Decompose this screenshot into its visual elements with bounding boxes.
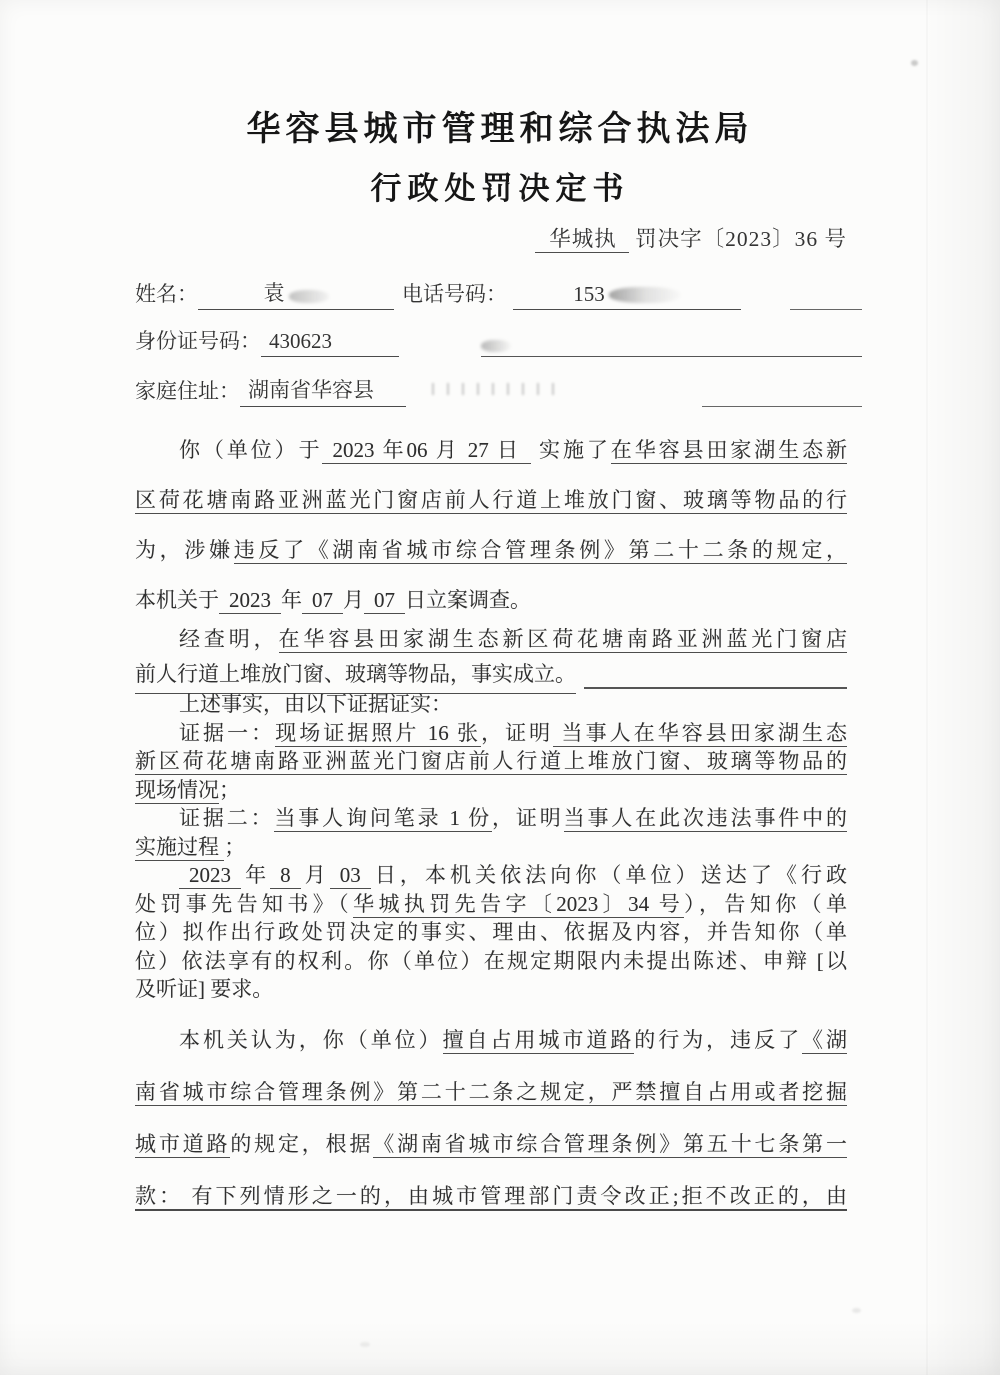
underlined-text: 在华容县田家湖生态新 xyxy=(610,438,848,462)
text-segment: 实施了 xyxy=(530,438,611,462)
text-line xyxy=(135,804,847,833)
id-label: 身份证号码： xyxy=(135,329,261,353)
text-line xyxy=(135,1170,847,1222)
name-phone-row xyxy=(135,276,862,310)
text-segment: ； xyxy=(224,834,246,859)
scan-speck xyxy=(360,1342,370,1347)
text-segment: 日立案调查。 xyxy=(405,588,531,612)
text-segment xyxy=(135,863,179,887)
underlined-text: 前人行道上堆放门窗、玻璃等物品，事实成立。 xyxy=(135,657,576,694)
underlined-text: 07 xyxy=(364,588,405,614)
address-field xyxy=(240,377,406,407)
text-segment: ； xyxy=(219,777,240,802)
underlined-text: 07 xyxy=(302,588,343,614)
text-segment: ，证明 xyxy=(481,720,554,745)
text-segment: 位）依法享有的权利。你（单位）在规定期限内未提出陈述、申辩 [以 xyxy=(135,948,847,973)
underlined-text: 南省城市综合管理条例》第二十二条之规定，严禁擅自占用或者挖掘 xyxy=(135,1080,847,1104)
paragraph-block xyxy=(135,425,847,625)
text-segment: 位）拟作出行政处罚决定的事实、理由、依据及内容，并告知你（单 xyxy=(135,920,847,944)
underlined-text: 2023 xyxy=(179,863,241,889)
paragraph-block xyxy=(135,1014,847,1222)
underlined-text: 《湖 xyxy=(802,1028,848,1052)
text-segment: 日，本机关依法向你（单位）送达了《行政 xyxy=(370,863,848,887)
underlined-text: 城市道路 xyxy=(135,1132,231,1156)
underlined-text: 2023 xyxy=(219,588,281,614)
text-segment: 上述事实，由以下证据证实： xyxy=(179,692,452,716)
text-segment: 处罚事先告知书》（ xyxy=(135,891,354,916)
text-line xyxy=(135,690,847,719)
text-segment: 为，涉嫌 xyxy=(135,538,234,562)
text-segment: 的行为，违反了 xyxy=(634,1028,803,1052)
scan-speck xyxy=(911,60,918,66)
name-value: 袁 xyxy=(263,281,285,305)
address-row xyxy=(135,373,862,407)
underlined-text: 03 xyxy=(330,863,371,889)
text-line xyxy=(135,918,847,947)
blank-underline xyxy=(584,673,847,689)
underlined-text: 实施过程 xyxy=(135,834,225,859)
address-label: 家庭住址： xyxy=(135,379,240,403)
underlined-text: 现场证据照片 16 张 xyxy=(275,720,482,745)
underlined-text: 擅自占用城市道路 xyxy=(442,1028,635,1052)
text-segment: ，证明 xyxy=(492,806,564,830)
text-line xyxy=(135,1118,847,1170)
underlined-text: 2023 年06 月 27 日 xyxy=(322,438,530,464)
text-line xyxy=(135,657,847,694)
redaction-smudge xyxy=(481,340,511,352)
underlined-text: 8 xyxy=(270,863,301,889)
text-line xyxy=(135,776,847,805)
document-number xyxy=(135,224,847,254)
underlined-text: 在华容县田家湖生态新区荷花塘南路亚洲蓝光门窗店 xyxy=(278,627,848,651)
text-line xyxy=(135,719,847,748)
text-segment: 本机关于 xyxy=(135,588,219,612)
underlined-text: 《湖南省城市综合管理条例》第五十七条第一 xyxy=(373,1132,848,1156)
text-line xyxy=(135,425,847,475)
name-label: 姓名： xyxy=(135,282,198,306)
text-line xyxy=(135,947,847,976)
text-line xyxy=(135,1066,847,1118)
text-line xyxy=(135,622,847,657)
text-segment: 经查明， xyxy=(179,627,279,651)
underlined-text: 违反了《湖南省城市综合管理条例》第二十二条的规定， xyxy=(233,538,848,562)
text-line xyxy=(135,833,847,862)
scan-speck xyxy=(852,1308,861,1313)
paragraph-block xyxy=(135,622,847,694)
underlined-text: 现场情况 xyxy=(135,777,219,802)
text-line xyxy=(135,525,847,575)
text-segment: 年 xyxy=(241,863,271,887)
text-line xyxy=(135,861,847,890)
underlined-text: 新区荷花塘南路亚洲蓝光门窗店前人行道上堆放门窗、玻璃等物品的 xyxy=(135,749,847,773)
redaction-smudge xyxy=(432,383,564,395)
underlined-text: 当事人在此次违法事件中的 xyxy=(563,806,848,830)
agency-title: 华容县城市管理和综合执法局 xyxy=(246,110,754,148)
text-segment: 月 xyxy=(343,588,364,612)
text-segment: 证据一： xyxy=(179,720,276,745)
underlined-text: 款： 有下列情形之一的，由城市管理部门责令改正;拒不改正的，由 xyxy=(135,1184,847,1211)
phone-value: 153 xyxy=(573,282,605,306)
document-number-rest: 罚决字〔2023〕36 号 xyxy=(628,227,847,251)
underlined-text: 当事人询问笔录 1 份 xyxy=(274,806,493,830)
blank-underline xyxy=(702,394,862,407)
text-segment: 你（单位）于 xyxy=(179,438,323,462)
document-title: 行政处罚决定书 xyxy=(370,171,630,206)
id-field xyxy=(261,327,399,357)
text-segment: 月 xyxy=(300,863,330,887)
text-line xyxy=(135,575,847,625)
address-value: 湖南省华容县 xyxy=(248,378,374,402)
text-line xyxy=(135,890,847,919)
text-line xyxy=(135,975,847,1004)
paragraph-block xyxy=(135,690,847,1004)
redaction-smudge xyxy=(609,287,681,303)
id-value: 430623 xyxy=(269,329,332,353)
phone-field xyxy=(513,280,741,310)
redaction-smudge xyxy=(289,290,329,303)
text-segment: 及听证] 要求。 xyxy=(135,977,274,1001)
text-segment: 年 xyxy=(281,588,302,612)
id-number-row xyxy=(135,323,862,357)
name-field xyxy=(198,280,394,310)
phone-label: 电话号码： xyxy=(402,282,507,306)
blank-underline xyxy=(790,297,862,310)
underlined-text: 区荷花塘南路亚洲蓝光门窗店前人行道上堆放门窗、玻璃等物品的行 xyxy=(135,488,847,512)
blank-underline xyxy=(481,342,862,357)
text-line xyxy=(135,1014,847,1066)
text-segment: 证据二： xyxy=(179,806,275,830)
underlined-text: 当事人在华容县田家湖生态 xyxy=(553,720,848,745)
text-segment: 本机关认为，你（单位） xyxy=(179,1028,443,1052)
underlined-text: 华城执罚先告字〔2023〕34 号 xyxy=(353,891,685,916)
text-line xyxy=(135,747,847,776)
text-line xyxy=(135,475,847,525)
text-segment: ），告知你（单 xyxy=(684,891,848,916)
text-segment: 的规定，根据 xyxy=(230,1132,374,1156)
document-number-prefix: 华城执 xyxy=(535,227,629,253)
